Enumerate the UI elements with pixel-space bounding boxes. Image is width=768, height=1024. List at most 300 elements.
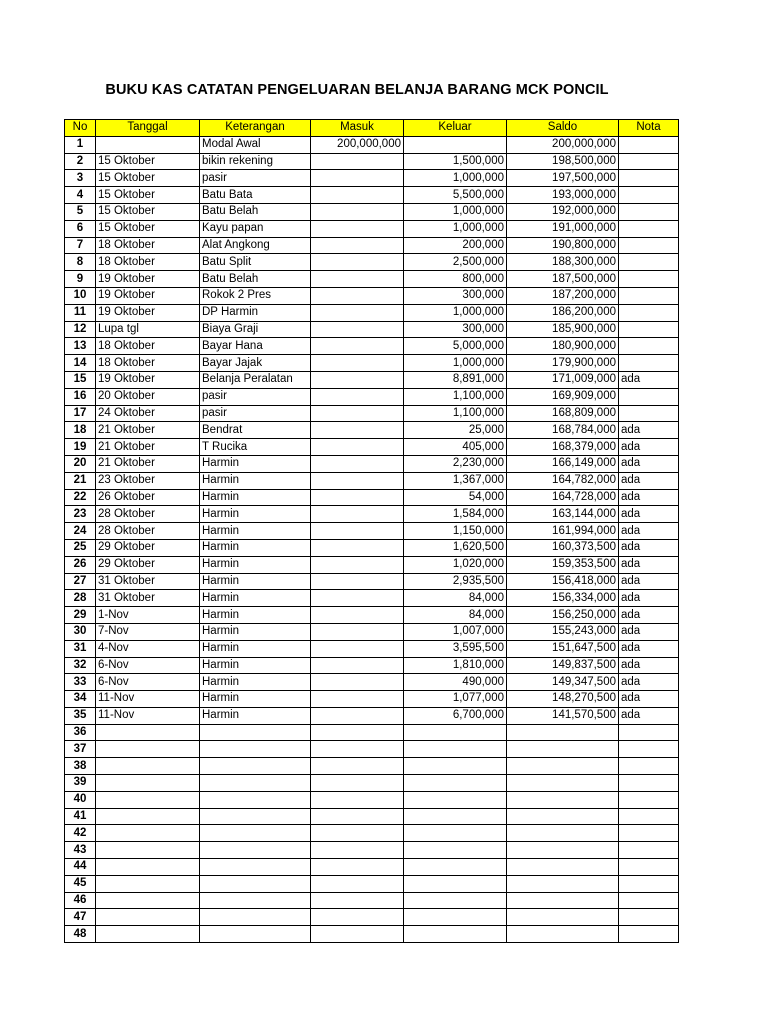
- cell-keterangan: Harmin: [200, 657, 311, 674]
- cell-masuk: [311, 355, 404, 372]
- cell-no: 11: [65, 304, 96, 321]
- cell-masuk: [311, 388, 404, 405]
- cell-nota: [619, 842, 679, 859]
- cell-saldo: 149,347,500: [507, 674, 619, 691]
- cell-tanggal: 15 Oktober: [96, 170, 200, 187]
- cell-masuk: [311, 825, 404, 842]
- cell-masuk: [311, 170, 404, 187]
- cell-saldo: 168,379,000: [507, 439, 619, 456]
- cell-nota: [619, 875, 679, 892]
- cell-keterangan: Harmin: [200, 707, 311, 724]
- cell-tanggal: 11-Nov: [96, 707, 200, 724]
- cell-tanggal: 6-Nov: [96, 657, 200, 674]
- cell-keluar: 1,000,000: [404, 203, 507, 220]
- cell-keterangan: Harmin: [200, 674, 311, 691]
- cell-keluar: 3,595,500: [404, 640, 507, 657]
- cell-keterangan: Harmin: [200, 556, 311, 573]
- cell-no: 2: [65, 153, 96, 170]
- cell-no: 45: [65, 875, 96, 892]
- cell-keluar: 1,000,000: [404, 170, 507, 187]
- col-header-tanggal: Tanggal: [96, 120, 200, 137]
- cell-keluar: 1,150,000: [404, 523, 507, 540]
- cell-keterangan: Harmin: [200, 472, 311, 489]
- cell-keterangan: Harmin: [200, 623, 311, 640]
- cell-nota: ada: [619, 573, 679, 590]
- cell-saldo: 188,300,000: [507, 254, 619, 271]
- cell-saldo: [507, 875, 619, 892]
- cell-keterangan: Harmin: [200, 455, 311, 472]
- table-row: [65, 707, 679, 724]
- cell-nota: ada: [619, 590, 679, 607]
- cell-saldo: [507, 926, 619, 943]
- cell-no: 18: [65, 422, 96, 439]
- cell-masuk: [311, 304, 404, 321]
- cell-nota: [619, 405, 679, 422]
- cell-tanggal: 15 Oktober: [96, 203, 200, 220]
- cell-masuk: [311, 338, 404, 355]
- cell-masuk: [311, 422, 404, 439]
- cell-no: 3: [65, 170, 96, 187]
- cell-saldo: [507, 825, 619, 842]
- table-row: [65, 254, 679, 271]
- cell-no: 42: [65, 825, 96, 842]
- col-header-masuk: Masuk: [311, 120, 404, 137]
- cell-nota: [619, 724, 679, 741]
- table-row: [65, 623, 679, 640]
- cell-tanggal: 19 Oktober: [96, 304, 200, 321]
- cell-masuk: [311, 203, 404, 220]
- cell-tanggal: 4-Nov: [96, 640, 200, 657]
- cell-masuk: [311, 909, 404, 926]
- cell-nota: [619, 355, 679, 372]
- table-row: [65, 657, 679, 674]
- cell-keterangan: Harmin: [200, 489, 311, 506]
- cell-keluar: 1,620,500: [404, 539, 507, 556]
- cell-masuk: [311, 775, 404, 792]
- cell-tanggal: 29 Oktober: [96, 539, 200, 556]
- cell-keterangan: Harmin: [200, 539, 311, 556]
- cell-masuk: [311, 321, 404, 338]
- table-row: [65, 405, 679, 422]
- cell-nota: [619, 791, 679, 808]
- table-row: [65, 674, 679, 691]
- cell-keterangan: pasir: [200, 170, 311, 187]
- cell-tanggal: 26 Oktober: [96, 489, 200, 506]
- cell-no: 35: [65, 707, 96, 724]
- table-row: [65, 371, 679, 388]
- cell-tanggal: [96, 825, 200, 842]
- cell-saldo: 141,570,500: [507, 707, 619, 724]
- cell-keterangan: DP Harmin: [200, 304, 311, 321]
- cell-keluar: 1,367,000: [404, 472, 507, 489]
- cell-keterangan: [200, 724, 311, 741]
- cell-keluar: 2,935,500: [404, 573, 507, 590]
- cell-tanggal: 11-Nov: [96, 691, 200, 708]
- cell-keluar: 6,700,000: [404, 707, 507, 724]
- cell-masuk: [311, 556, 404, 573]
- cell-keterangan: Alat Angkong: [200, 237, 311, 254]
- table-row: [65, 338, 679, 355]
- table-row: [65, 691, 679, 708]
- cell-nota: [619, 254, 679, 271]
- cell-keluar: 5,500,000: [404, 187, 507, 204]
- cell-nota: ada: [619, 640, 679, 657]
- table-row: [65, 808, 679, 825]
- cell-masuk: [311, 758, 404, 775]
- cell-nota: ada: [619, 539, 679, 556]
- cell-keterangan: Bendrat: [200, 422, 311, 439]
- cell-tanggal: 19 Oktober: [96, 371, 200, 388]
- cell-saldo: 161,994,000: [507, 523, 619, 540]
- table-row: [65, 170, 679, 187]
- cell-masuk: [311, 439, 404, 456]
- table-row: [65, 355, 679, 372]
- cell-keluar: [404, 926, 507, 943]
- table-row: [65, 590, 679, 607]
- cell-tanggal: 18 Oktober: [96, 237, 200, 254]
- cell-saldo: 151,647,500: [507, 640, 619, 657]
- cell-masuk: [311, 859, 404, 876]
- cell-saldo: 160,373,500: [507, 539, 619, 556]
- cell-keluar: 25,000: [404, 422, 507, 439]
- cell-no: 23: [65, 506, 96, 523]
- table-row: [65, 439, 679, 456]
- cell-nota: [619, 321, 679, 338]
- cell-keterangan: pasir: [200, 388, 311, 405]
- cell-keterangan: [200, 892, 311, 909]
- cell-tanggal: 31 Oktober: [96, 590, 200, 607]
- cell-saldo: 179,900,000: [507, 355, 619, 372]
- cell-keluar: 1,000,000: [404, 304, 507, 321]
- cell-keterangan: [200, 808, 311, 825]
- cell-nota: ada: [619, 422, 679, 439]
- cell-nota: ada: [619, 556, 679, 573]
- cell-masuk: [311, 842, 404, 859]
- cell-nota: [619, 388, 679, 405]
- cell-tanggal: 18 Oktober: [96, 355, 200, 372]
- cell-saldo: 197,500,000: [507, 170, 619, 187]
- cell-nota: [619, 338, 679, 355]
- table-row: [65, 187, 679, 204]
- cell-saldo: 200,000,000: [507, 136, 619, 153]
- cell-tanggal: 28 Oktober: [96, 506, 200, 523]
- cell-no: 34: [65, 691, 96, 708]
- cell-keluar: 1,584,000: [404, 506, 507, 523]
- cell-masuk: [311, 607, 404, 624]
- cell-saldo: 156,418,000: [507, 573, 619, 590]
- cell-tanggal: [96, 808, 200, 825]
- cell-keluar: [404, 875, 507, 892]
- col-header-saldo: Saldo: [507, 120, 619, 137]
- cell-saldo: 180,900,000: [507, 338, 619, 355]
- cell-keterangan: Harmin: [200, 590, 311, 607]
- cell-keluar: 200,000: [404, 237, 507, 254]
- cell-saldo: 186,200,000: [507, 304, 619, 321]
- cell-keluar: [404, 724, 507, 741]
- cell-nota: ada: [619, 455, 679, 472]
- cell-keterangan: pasir: [200, 405, 311, 422]
- cell-masuk: [311, 808, 404, 825]
- cell-saldo: 156,334,000: [507, 590, 619, 607]
- cell-no: 20: [65, 455, 96, 472]
- cell-masuk: [311, 371, 404, 388]
- cell-keluar: [404, 892, 507, 909]
- cell-keluar: 84,000: [404, 607, 507, 624]
- cell-masuk: 200,000,000: [311, 136, 404, 153]
- cell-masuk: [311, 405, 404, 422]
- table-row: [65, 892, 679, 909]
- cell-nota: [619, 892, 679, 909]
- cell-keterangan: Biaya Graji: [200, 321, 311, 338]
- table-row: [65, 926, 679, 943]
- page-title: BUKU KAS CATATAN PENGELUARAN BELANJA BARANG MCK PONCIL: [105, 82, 609, 98]
- cell-keterangan: Bayar Hana: [200, 338, 311, 355]
- cell-no: 46: [65, 892, 96, 909]
- cell-no: 5: [65, 203, 96, 220]
- cell-nota: [619, 237, 679, 254]
- table-row: [65, 203, 679, 220]
- table-row: [65, 153, 679, 170]
- cell-saldo: 192,000,000: [507, 203, 619, 220]
- cell-saldo: 191,000,000: [507, 220, 619, 237]
- cell-tanggal: [96, 842, 200, 859]
- cell-no: 10: [65, 287, 96, 304]
- table-row: [65, 758, 679, 775]
- cell-keluar: 1,000,000: [404, 355, 507, 372]
- cell-keterangan: Batu Bata: [200, 187, 311, 204]
- cell-masuk: [311, 489, 404, 506]
- cell-nota: [619, 187, 679, 204]
- cell-keterangan: Harmin: [200, 607, 311, 624]
- cell-tanggal: 24 Oktober: [96, 405, 200, 422]
- cell-no: 28: [65, 590, 96, 607]
- table-row: [65, 388, 679, 405]
- cell-keluar: 300,000: [404, 321, 507, 338]
- cell-keluar: 5,000,000: [404, 338, 507, 355]
- cell-saldo: 168,784,000: [507, 422, 619, 439]
- cell-masuk: [311, 455, 404, 472]
- cell-masuk: [311, 875, 404, 892]
- table-row: [65, 875, 679, 892]
- cell-tanggal: [96, 892, 200, 909]
- cell-keluar: [404, 825, 507, 842]
- cell-keluar: 490,000: [404, 674, 507, 691]
- cell-saldo: 171,009,000: [507, 371, 619, 388]
- col-header-no: No: [65, 120, 96, 137]
- cell-keluar: 800,000: [404, 271, 507, 288]
- cell-no: 8: [65, 254, 96, 271]
- cell-saldo: 169,909,000: [507, 388, 619, 405]
- cell-masuk: [311, 187, 404, 204]
- cell-no: 37: [65, 741, 96, 758]
- cell-tanggal: [96, 758, 200, 775]
- cell-keluar: 300,000: [404, 287, 507, 304]
- cell-no: 25: [65, 539, 96, 556]
- cell-keluar: 8,891,000: [404, 371, 507, 388]
- cell-saldo: [507, 892, 619, 909]
- cell-keterangan: Modal Awal: [200, 136, 311, 153]
- table-row: [65, 775, 679, 792]
- cell-nota: [619, 775, 679, 792]
- cell-keluar: [404, 758, 507, 775]
- table-row: [65, 573, 679, 590]
- cell-nota: ada: [619, 657, 679, 674]
- cell-saldo: [507, 791, 619, 808]
- cell-keluar: 1,100,000: [404, 405, 507, 422]
- table-row: [65, 825, 679, 842]
- cell-masuk: [311, 590, 404, 607]
- cell-nota: [619, 808, 679, 825]
- cell-no: 14: [65, 355, 96, 372]
- cell-masuk: [311, 926, 404, 943]
- cell-nota: [619, 909, 679, 926]
- cell-keluar: [404, 136, 507, 153]
- cell-keluar: [404, 859, 507, 876]
- cell-tanggal: 15 Oktober: [96, 187, 200, 204]
- cell-nota: [619, 136, 679, 153]
- cell-saldo: 187,500,000: [507, 271, 619, 288]
- cell-nota: [619, 220, 679, 237]
- cell-saldo: [507, 842, 619, 859]
- table-row: [65, 304, 679, 321]
- cell-keluar: [404, 808, 507, 825]
- cell-keluar: [404, 775, 507, 792]
- cell-saldo: [507, 724, 619, 741]
- cell-saldo: [507, 758, 619, 775]
- cell-keluar: 1,020,000: [404, 556, 507, 573]
- table-row: [65, 640, 679, 657]
- cell-no: 24: [65, 523, 96, 540]
- cell-keterangan: [200, 775, 311, 792]
- cell-keluar: 1,077,000: [404, 691, 507, 708]
- cell-keterangan: Batu Belah: [200, 203, 311, 220]
- cell-no: 4: [65, 187, 96, 204]
- cell-tanggal: 1-Nov: [96, 607, 200, 624]
- cell-nota: ada: [619, 523, 679, 540]
- cell-tanggal: 19 Oktober: [96, 287, 200, 304]
- cell-nota: [619, 271, 679, 288]
- cell-nota: [619, 287, 679, 304]
- cell-no: 38: [65, 758, 96, 775]
- table-row: [65, 422, 679, 439]
- cell-tanggal: 21 Oktober: [96, 422, 200, 439]
- cell-nota: [619, 170, 679, 187]
- cell-nota: ada: [619, 691, 679, 708]
- cell-keluar: 1,007,000: [404, 623, 507, 640]
- cell-nota: ada: [619, 674, 679, 691]
- cell-tanggal: [96, 775, 200, 792]
- table-row: [65, 539, 679, 556]
- cell-saldo: 187,200,000: [507, 287, 619, 304]
- cell-keluar: 405,000: [404, 439, 507, 456]
- cell-no: 33: [65, 674, 96, 691]
- cell-saldo: [507, 909, 619, 926]
- cell-saldo: 148,270,500: [507, 691, 619, 708]
- cell-nota: [619, 304, 679, 321]
- cell-nota: ada: [619, 506, 679, 523]
- cell-keluar: [404, 909, 507, 926]
- cell-keluar: 1,000,000: [404, 220, 507, 237]
- cell-keterangan: [200, 791, 311, 808]
- cell-saldo: 185,900,000: [507, 321, 619, 338]
- cell-tanggal: 15 Oktober: [96, 153, 200, 170]
- table-row: [65, 287, 679, 304]
- cell-keterangan: Harmin: [200, 691, 311, 708]
- cell-no: 15: [65, 371, 96, 388]
- table-row: [65, 237, 679, 254]
- cell-nota: [619, 926, 679, 943]
- cell-masuk: [311, 573, 404, 590]
- cell-saldo: 190,800,000: [507, 237, 619, 254]
- cell-masuk: [311, 539, 404, 556]
- cell-keluar: [404, 791, 507, 808]
- table-row: [65, 220, 679, 237]
- cell-masuk: [311, 506, 404, 523]
- cell-saldo: 193,000,000: [507, 187, 619, 204]
- cell-nota: ada: [619, 489, 679, 506]
- cell-no: 17: [65, 405, 96, 422]
- table-row: [65, 506, 679, 523]
- cell-no: 27: [65, 573, 96, 590]
- cell-masuk: [311, 640, 404, 657]
- cell-keterangan: Harmin: [200, 640, 311, 657]
- cell-keluar: [404, 842, 507, 859]
- col-header-nota: Nota: [619, 120, 679, 137]
- cell-saldo: 155,243,000: [507, 623, 619, 640]
- cell-tanggal: 6-Nov: [96, 674, 200, 691]
- table-row: [65, 472, 679, 489]
- cell-tanggal: Lupa tgl: [96, 321, 200, 338]
- cell-no: 16: [65, 388, 96, 405]
- cell-no: 30: [65, 623, 96, 640]
- cell-no: 12: [65, 321, 96, 338]
- header-row: [65, 120, 679, 137]
- cell-no: 19: [65, 439, 96, 456]
- cell-masuk: [311, 237, 404, 254]
- table-row: [65, 791, 679, 808]
- cell-nota: [619, 859, 679, 876]
- cell-nota: ada: [619, 439, 679, 456]
- cell-keterangan: Kayu papan: [200, 220, 311, 237]
- cell-tanggal: [96, 741, 200, 758]
- cell-tanggal: 21 Oktober: [96, 439, 200, 456]
- cell-tanggal: [96, 926, 200, 943]
- cell-tanggal: 7-Nov: [96, 623, 200, 640]
- cell-no: 22: [65, 489, 96, 506]
- cell-tanggal: [96, 875, 200, 892]
- cell-saldo: 156,250,000: [507, 607, 619, 624]
- table-row: [65, 321, 679, 338]
- cell-saldo: [507, 859, 619, 876]
- cell-saldo: 166,149,000: [507, 455, 619, 472]
- cell-saldo: 149,837,500: [507, 657, 619, 674]
- cell-keterangan: Harmin: [200, 573, 311, 590]
- cell-keterangan: Batu Split: [200, 254, 311, 271]
- cell-no: 48: [65, 926, 96, 943]
- cell-keluar: 2,500,000: [404, 254, 507, 271]
- cell-no: 43: [65, 842, 96, 859]
- cell-masuk: [311, 623, 404, 640]
- cell-no: 26: [65, 556, 96, 573]
- cell-keluar: 1,500,000: [404, 153, 507, 170]
- cell-no: 39: [65, 775, 96, 792]
- cell-no: 32: [65, 657, 96, 674]
- cell-no: 36: [65, 724, 96, 741]
- cell-keterangan: Harmin: [200, 523, 311, 540]
- cell-masuk: [311, 523, 404, 540]
- cell-tanggal: [96, 859, 200, 876]
- cell-nota: [619, 741, 679, 758]
